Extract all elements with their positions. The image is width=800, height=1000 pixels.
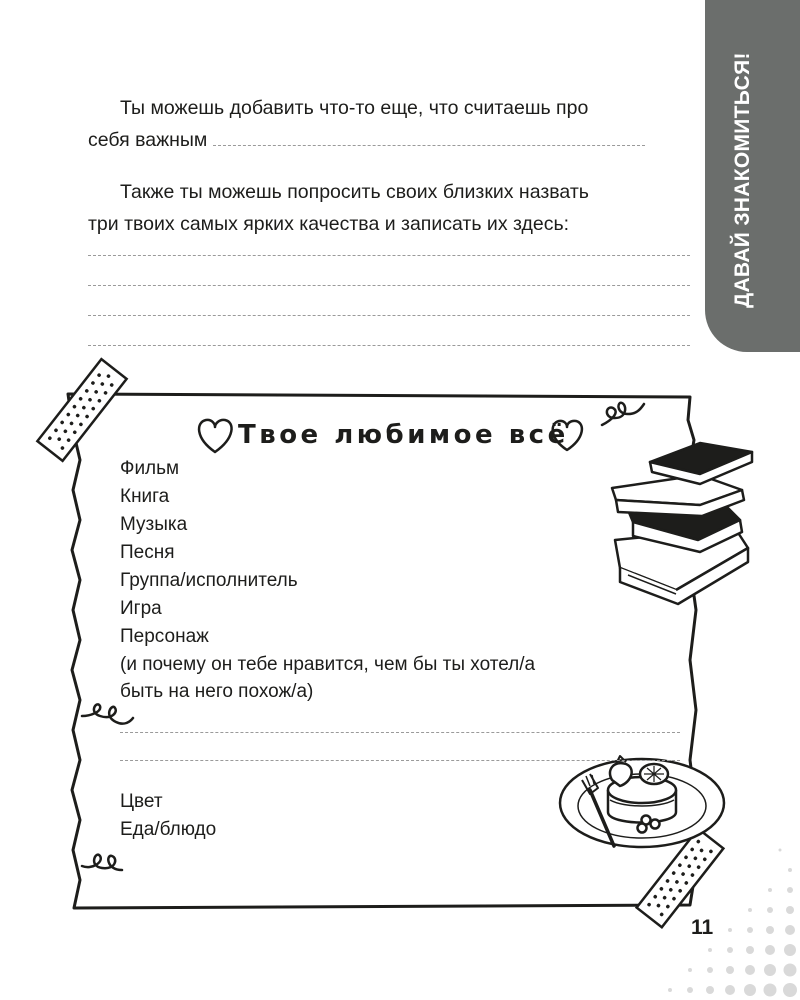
field-label: Музыка: [120, 514, 191, 535]
field-music[interactable]: [120, 511, 680, 538]
field-label: Персонаж: [120, 626, 213, 647]
character-note: [120, 651, 680, 705]
field-food[interactable]: [120, 816, 680, 843]
field-character[interactable]: [120, 623, 680, 650]
note-line2: быть на него похож/а): [120, 681, 314, 702]
section1-line2: себя важным: [88, 129, 208, 151]
field-label: Цвет: [120, 791, 167, 812]
field-film[interactable]: [120, 455, 680, 482]
page-number: 11: [691, 916, 714, 939]
section1-line1: Ты можешь добавить что-то еще, что считаешь про: [120, 97, 589, 119]
field-label: Игра: [120, 598, 166, 619]
card-title: Твое любимое всё: [238, 420, 569, 450]
side-tab-label: ДАВАЙ ЗНАКОМИТЬСЯ!: [731, 52, 754, 308]
field-color[interactable]: [120, 788, 680, 815]
field-label: Группа/исполнитель: [120, 570, 302, 591]
field-game[interactable]: [120, 595, 680, 622]
field-label: Песня: [120, 542, 179, 563]
section2-line2: три твоих самых ярких качества и записать их здесь:: [88, 213, 570, 235]
field-label: Еда/блюдо: [120, 819, 220, 840]
field-label: Фильм: [120, 458, 183, 479]
field-book[interactable]: [120, 483, 680, 510]
field-band[interactable]: [120, 567, 680, 594]
field-song[interactable]: [120, 539, 680, 566]
answer-line[interactable]: [120, 760, 680, 761]
field-label: Книга: [120, 486, 173, 507]
note-line1: (и почему он тебе нравится, чем бы ты хотел/а: [120, 654, 536, 675]
answer-line[interactable]: [120, 732, 680, 733]
section2-line1: Также ты можешь попросить своих близких назвать: [120, 181, 589, 203]
